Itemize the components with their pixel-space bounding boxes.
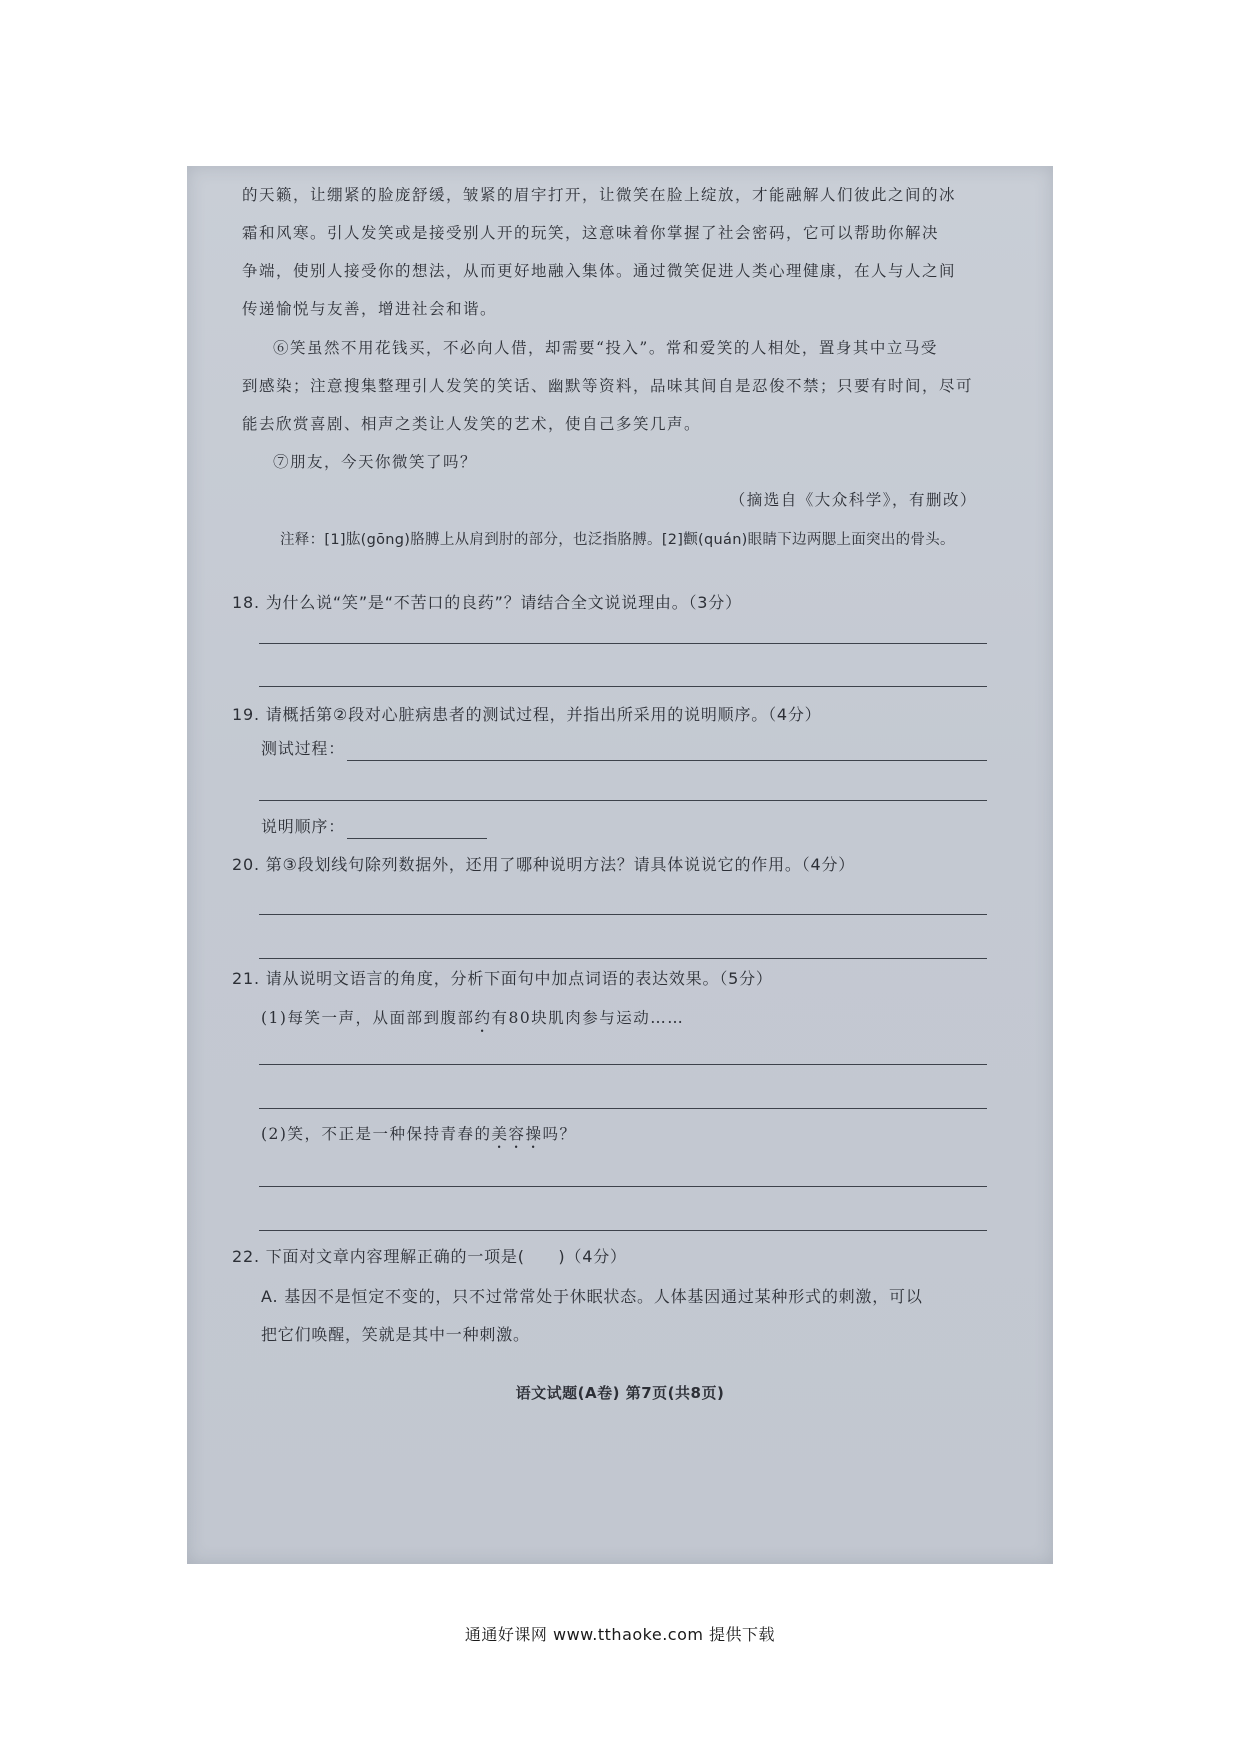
answer-line-21-1-b[interactable]	[259, 1108, 987, 1109]
q21-1-text-post: 有80块肌肉参与运动……	[491, 1009, 685, 1027]
q19-order-label: 说明顺序：	[261, 817, 346, 836]
question-19: 19. 请概括第②段对心脏病患者的测试过程，并指出所采用的说明顺序。（4分）	[232, 705, 822, 724]
download-watermark: 通通好课网 www.tthaoke.com 提供下载	[464, 1625, 776, 1644]
q21-sentence-2	[261, 1122, 577, 1152]
question-21: 21. 请从说明文语言的角度，分析下面句中加点词语的表达效果。（5分）	[232, 969, 773, 988]
answer-line-19-process-a[interactable]	[347, 760, 987, 761]
q19-test-process-label: 测试过程：	[261, 739, 346, 758]
question-22: 22. 下面对文章内容理解正确的一项是( )（4分）	[232, 1247, 627, 1266]
q22-option-a-line-1[interactable]: A. 基因不是恒定不变的，只不过常常处于休眠状态。人体基因通过某种形式的刺激，可以	[261, 1287, 923, 1306]
page-number-footer: 语文试题(A卷) 第7页(共8页)	[515, 1384, 725, 1402]
q22-option-a-line-2[interactable]: 把它们唤醒，笑就是其中一种刺激。	[261, 1325, 530, 1344]
q21-2-dotted-word: 美容操	[491, 1125, 543, 1143]
exam-page	[187, 166, 1053, 1564]
passage-p5-line-2: 霜和风寒。引人发笑或是接受别人开的玩笑，这意味着你掌握了社会密码，它可以帮助你解决	[242, 224, 940, 242]
answer-line-20-a[interactable]	[259, 914, 987, 915]
answer-line-19-order[interactable]	[347, 838, 487, 839]
passage-p6-line-1: ⑥笑虽然不用花钱买，不必向人借，却需要“投入”。常和爱笑的人相处，置身其中立马受	[273, 339, 938, 357]
q21-1-text-pre: (1)每笑一声，从面部到腹部	[261, 1009, 475, 1027]
q21-sentence-1	[261, 1006, 684, 1036]
passage-p7: ⑦朋友，今天你微笑了吗？	[273, 453, 478, 471]
answer-line-18-a[interactable]	[259, 643, 987, 644]
passage-p6-line-2: 到感染；注意搜集整理引人发笑的笑话、幽默等资料，品味其间自是忍俊不禁；只要有时间，尽可	[242, 377, 974, 395]
passage-p5-line-3: 争端，使别人接受你的想法，从而更好地融入集体。通过微笑促进人类心理健康，在人与人之间	[242, 262, 957, 280]
q21-2-text-post: 吗？	[542, 1125, 577, 1143]
answer-line-18-b[interactable]	[259, 686, 987, 687]
passage-p5-line-1: 的天籁，让绷紧的脸庞舒缓，皱紧的眉宇打开，让微笑在脸上绽放，才能融解人们彼此之间的冰	[242, 186, 957, 204]
q21-2-text-pre: (2)笑，不正是一种保持青春的	[261, 1125, 492, 1143]
passage-source: （摘选自《大众科学》，有删改）	[729, 491, 977, 509]
answer-line-21-2-b[interactable]	[259, 1230, 987, 1231]
question-20: 20. 第③段划线句除列数据外，还用了哪种说明方法？请具体说说它的作用。（4分）	[232, 855, 856, 874]
answer-line-21-2-a[interactable]	[259, 1186, 987, 1187]
passage-note: 注释：[1]肱(gōng)胳膊上从肩到肘的部分，也泛指胳膊。[2]颧(quán)眼睛下边两腮上面突出的骨头。	[280, 532, 955, 548]
passage-p6-line-3: 能去欣赏喜剧、相声之类让人发笑的艺术，使自己多笑几声。	[242, 415, 702, 433]
answer-line-19-process-b[interactable]	[259, 800, 987, 801]
q21-1-dotted-word: 约	[474, 1009, 492, 1027]
answer-line-20-b[interactable]	[259, 958, 987, 959]
passage-p5-line-4: 传递愉悦与友善，增进社会和谐。	[242, 300, 498, 318]
answer-line-21-1-a[interactable]	[259, 1064, 987, 1065]
question-18: 18. 为什么说“笑”是“不苦口的良药”？请结合全文说说理由。（3分）	[232, 593, 742, 612]
